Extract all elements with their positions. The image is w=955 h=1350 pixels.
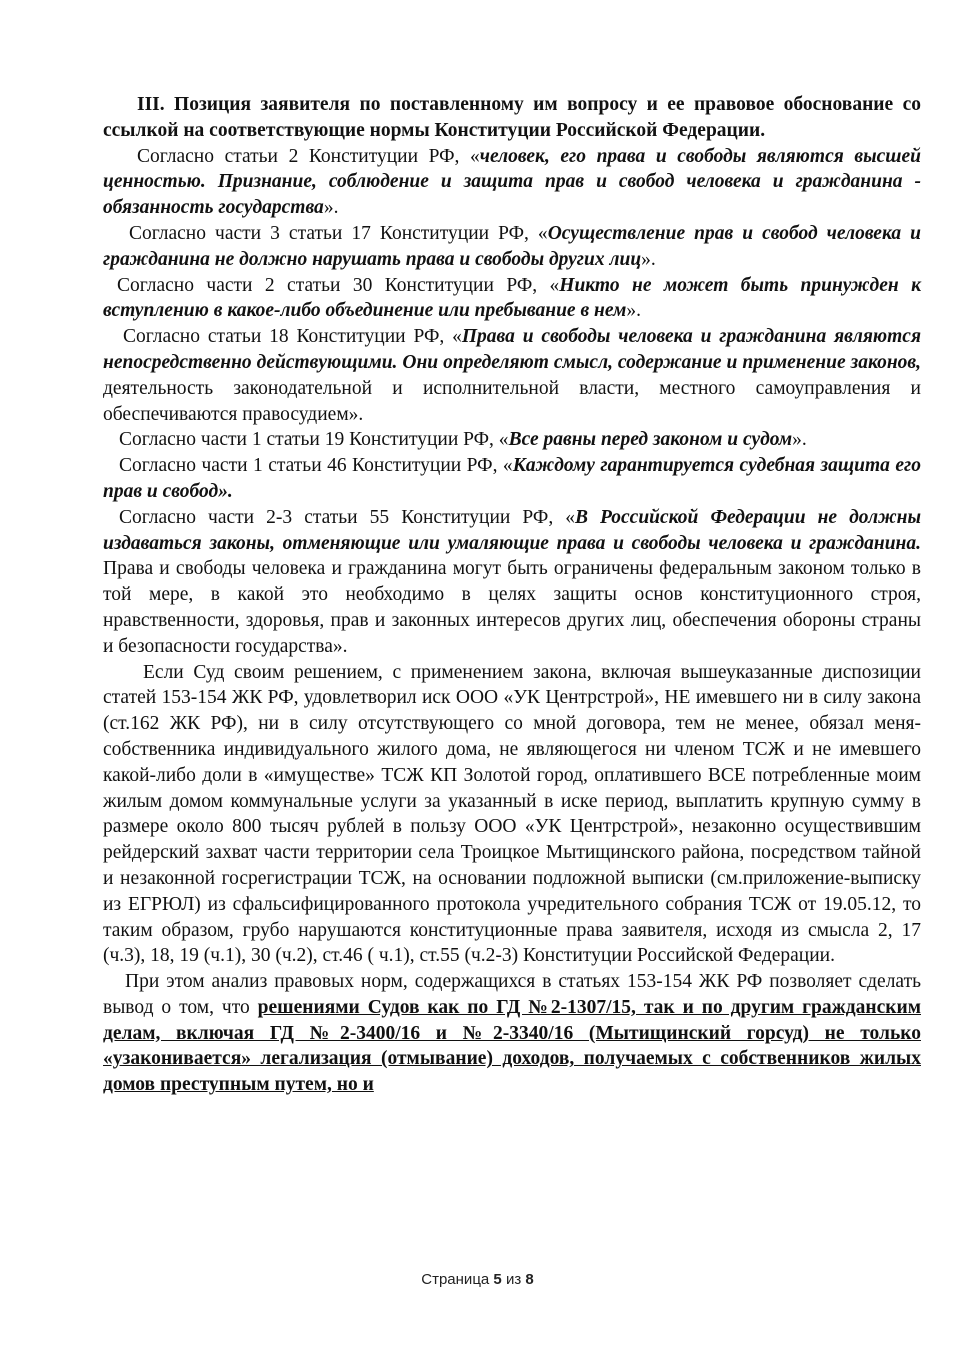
constitution-quote: Все равны перед законом и судом — [508, 429, 793, 451]
paragraph-lead: Согласно статьи 2 Конституции РФ, « — [137, 145, 480, 167]
footer-page-number: 5 — [493, 1271, 502, 1288]
constitution-quote: В Российской Федерации не должны издаваться законы, отменяющие или умаляющие права и свободы человека и гражданина. — [103, 506, 921, 554]
paragraph-lead: Согласно части 2 статьи 30 Конституции РФ, « — [117, 274, 560, 296]
constitution-quote: Никто не может быть принужден к вступлению в какое-либо объединение или пребывание в нем — [103, 274, 921, 322]
paragraph-lead: Согласно части 1 статьи 46 Конституции РФ, « — [119, 455, 513, 477]
constitution-quote: Осуществление прав и свобод человека и гражданина не должно нарушать права и свободы других лиц — [103, 222, 921, 270]
paragraph-tail: ». — [323, 197, 339, 219]
constitution-quote: Каждому гарантируется судебная защита его прав и свобод». — [103, 455, 921, 502]
paragraph-article-55 — [103, 505, 921, 660]
paragraph-article-17 — [103, 221, 921, 273]
footer-of: из — [505, 1271, 522, 1288]
paragraph-tail: ». — [626, 300, 642, 322]
paragraph-tail: деятельность законодательной и исполнительной власти, местного самоуправления и обеспечиваются правосудием». — [103, 377, 921, 425]
document-page — [103, 92, 921, 1098]
constitution-quote: Права и свободы человека и гражданина являются непосредственно действующими. Они определяют смысл, содержание и применение законов, — [103, 326, 921, 373]
paragraph-tail: ». — [641, 248, 656, 270]
paragraph-lead: Согласно части 1 статьи 19 Конституции РФ, « — [119, 429, 509, 451]
footer-label: Страница — [421, 1271, 490, 1288]
conclusion-paragraph — [103, 969, 921, 1098]
footer-total-pages: 8 — [525, 1271, 534, 1288]
paragraph-tail: ». — [792, 429, 807, 451]
argument-paragraph: Если Суд своим решением, с применением закона, включая вышеуказанные диспозиции статей 153-154 ЖК РФ, удовлетворил иск ООО «УК Центрстрой», НЕ имевшего ни в силу закона (ст.162 ЖК РФ), ни в силу отсутствующего со мной договора, тем не менее, обязал меня- собственника индивидуального жилого дома, не являющегося ни членом ТСЖ и не имевшего какой-либо доли в «имуществе» ТСЖ КП Золотой город, оплатившего ВСЕ потребленные моим жилым домом коммунальные услуги за указанный в иске период, выплатить крупную сумму в размере около 800 тысяч рублей в пользу ООО «УК Центрстрой», незаконно осуществившим рейдерский захват части территории села Троицкое Мытищинского района, посредством тайной и незаконной госрегистрации ТСЖ, на основании подложной выписки (см.приложение-выписку из ЕГРЮЛ) из сфальсифицированного протокола учредительного собрания ТСЖ от 19.05.12, то таким образом, грубо нарушаются конституционные права заявителя, исходя из смысла 2, 17 (ч.3), 18, 19 (ч.1), 30 (ч.2), ст.46 ( ч.1), ст.55 (ч.2-3) Конституции Российской Федерации. — [103, 661, 921, 967]
paragraph-lead: Согласно части 2-3 статьи 55 Конституции РФ, « — [119, 506, 575, 528]
paragraph-lead: Согласно статьи 18 Конституции РФ, « — [123, 326, 462, 348]
conclusion-emphasis: решениями Судов как по ГД №2-1307/15, так и по другим гражданским делам, включая ГД №2-3400/16 и №2-3340/16 (Мытищинский горсуд) не только «узаконивается» легализация (отмывание) доходов, получаемых с собственников жилых домов преступным путем, но и — [103, 996, 921, 1096]
paragraph-tail: Права и свободы человека и гражданина могут быть ограничены федеральным законом только в той мере, в какой это необходимо в целях защиты основ конституционного строя, нравственности, здоровья, прав и законных интересов других лиц, обеспечения обороны страны и безопасности государства». — [103, 558, 921, 657]
section-heading: III. Позиция заявителя по поставленному им вопросу и ее правовое обоснование со ссылкой на соответствующие нормы Конституции Российской Федерации. — [103, 94, 921, 141]
conclusion-lead: При этом анализ правовых норм, содержащихся в статьях 153-154 ЖК РФ позволяет сделать вывод о том, что — [103, 971, 921, 1018]
paragraph-article-30 — [103, 273, 921, 325]
constitution-quote: человек, его права и свободы являются высшей ценностью. Признание, соблюдение и защита прав и свобод человека и гражданина - обязанность государства — [103, 145, 921, 219]
paragraph-article-46 — [103, 453, 921, 505]
paragraph-article-2 — [103, 144, 921, 221]
page-footer — [0, 1271, 955, 1288]
paragraph-lead: Согласно части 3 статьи 17 Конституции РФ, « — [129, 222, 548, 244]
paragraph-article-19 — [103, 427, 921, 453]
paragraph-article-18 — [103, 324, 921, 427]
